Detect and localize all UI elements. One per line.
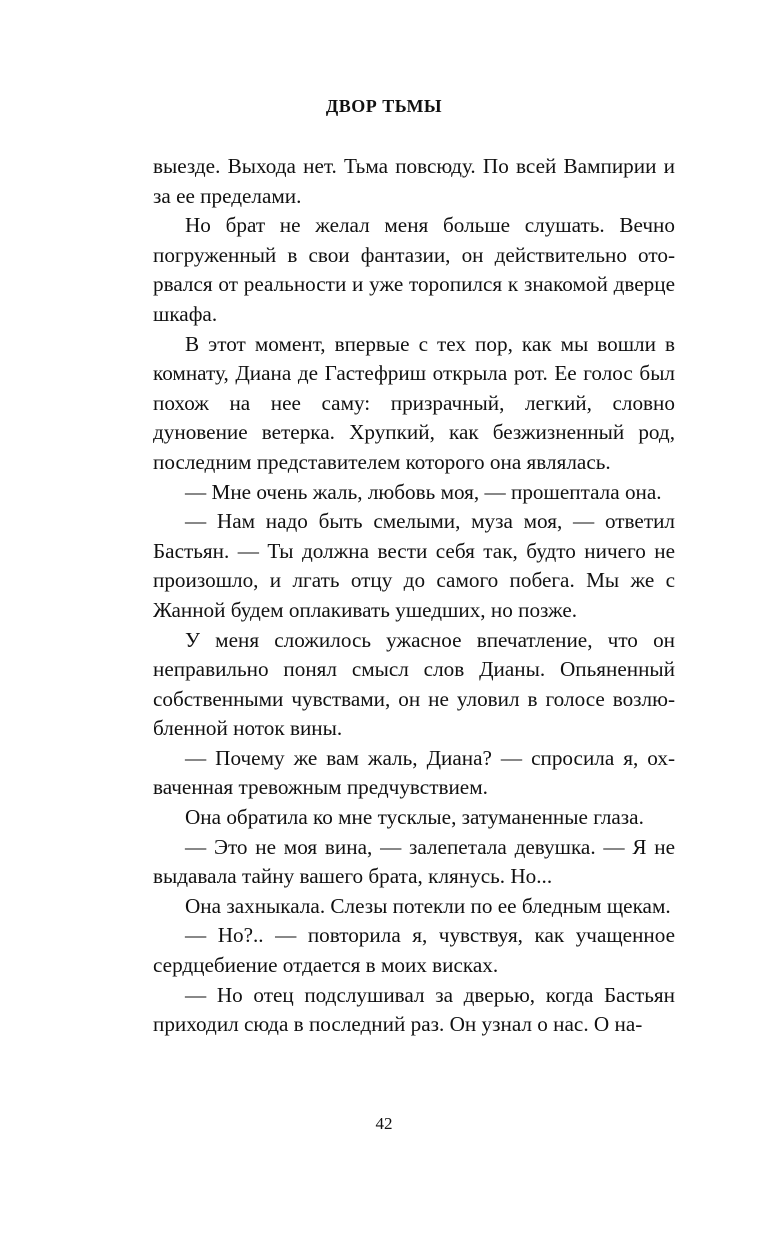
dialogue-paragraph: — Это не моя вина, — залепетала девушка. — Я не выдавала тайну вашего брата, клянусь. Но... [153, 834, 675, 889]
paragraph-continued: выезде. Выхода нет. Тьма повсюду. По всей Вампирии и за ее пределами. [153, 154, 675, 208]
dialogue-paragraph: — Мне очень жаль, любовь моя, — прошептала она. [185, 479, 662, 504]
paragraph: Она захныкала. Слезы потекли по ее бледным щекам. [185, 893, 671, 918]
running-title: ДВОР ТЬМЫ [325, 96, 443, 116]
paragraph: Но брат не желал меня больше слушать. Вечно погруженный в свои фантазии, он действительно оторвался от реальности и уже торопился к знакомой дверце шкафа. [153, 213, 675, 326]
page-number: 42 [375, 1114, 393, 1133]
dialogue-paragraph: — Но отец подслушивал за дверью, когда Бастьян приходил сюда в последний раз. Он узнал о нас. О на- [153, 982, 675, 1037]
dialogue-paragraph: — Но?.. — повторила я, чувствуя, как учащенное сердцебиение отдается в моих висках. [153, 923, 675, 978]
paragraph: У меня сложилось ужасное впечатление, что он неправильно понял смысл слов Дианы. Опьяненный собственными чувствами, он не уловил в голосе возлюбленной ноток вины. [153, 627, 675, 741]
dialogue-paragraph: — Почему же вам жаль, Диана? — спросила я, охваченная тревожным предчувствием. [153, 745, 675, 800]
paragraph: В этот момент, впервые с тех пор, как мы вошли в комнату, Диана де Гастефриш открыла рот. Ее голос был похож на нее саму: призрачный, легкий, словно дуновение ветерка. Хрупкий, как безжизненный род, последним представителем которого она являлась. [153, 331, 675, 474]
paragraph: Она обратила ко мне тусклые, затуманенные глаза. [185, 805, 644, 830]
dialogue-paragraph: — Нам надо быть смелыми, муза моя, — ответил Бастьян. — Ты должна вести себя так, будто ничего не произошло, и лгать отцу до самого побега. Мы же с Жанной будем оплакивать ушедших, но позже. [153, 509, 675, 622]
body-text [153, 152, 675, 1040]
